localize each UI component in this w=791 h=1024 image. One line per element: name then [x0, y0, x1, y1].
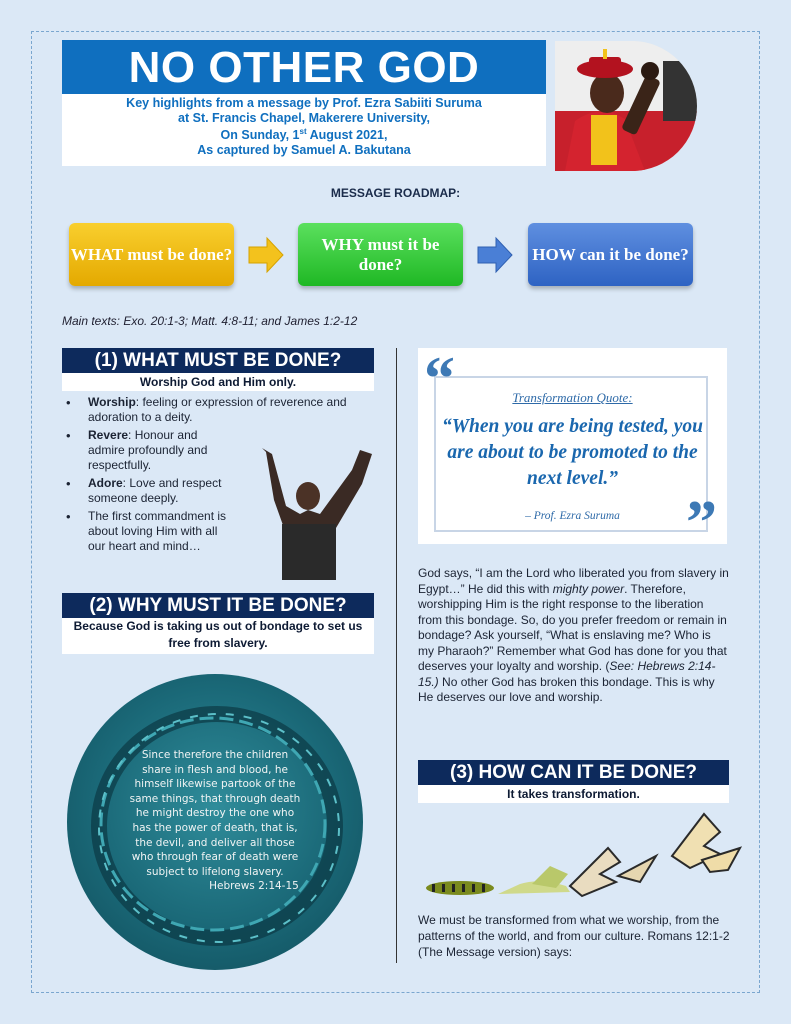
- section3-title: (3) HOW CAN IT BE DONE?: [418, 760, 729, 785]
- verse-text: Since therefore the children share in flesh and blood, he himself likewise partook of the same things, that through death he might destroy the one who has the power of death, that is, the devil, and deliver all those who through fear of death were subject to lifelong slavery. Hebrews 2:14-15: [67, 748, 363, 894]
- roadmap-label: MESSAGE ROADMAP:: [330, 186, 461, 200]
- subtitle-block: [62, 94, 546, 166]
- butterfly-metamorphosis-illustration: [420, 808, 750, 904]
- section2-subtitle: Because God is taking us out of bondage to set us free from slavery.: [62, 618, 374, 654]
- subtitle-date: On Sunday, 1st August 2021,: [220, 127, 388, 143]
- section2-title: (2) WHY MUST IT BE DONE?: [62, 593, 374, 618]
- list-item: • The first commandment is about loving Him with all our heart and mind…: [62, 509, 228, 554]
- quote-text: “When you are being tested, you are about to be promoted to the next level.”: [441, 416, 704, 489]
- verse-reference: Hebrews 2:14-15: [209, 880, 299, 893]
- list-item: • Worship: feeling or expression of reverence and adoration to a deity.: [62, 395, 368, 425]
- section1-title: (1) WHAT MUST BE DONE?: [62, 348, 374, 373]
- verse-circle: [67, 674, 363, 970]
- roadmap-step-how: HOW can it be done?: [528, 223, 693, 286]
- column-divider: [396, 348, 397, 963]
- subtitle-line: Key highlights from a message by Prof. Ezra Sabiiti Suruma: [126, 96, 482, 110]
- speaker-photo: [555, 41, 697, 171]
- quote-author: – Prof. Ezra Suruma: [525, 510, 620, 522]
- quote-close-icon: ”: [686, 489, 717, 557]
- transformation-quote-card: [418, 345, 727, 557]
- arrow-right-icon: [476, 236, 514, 274]
- quote-label: Transformation Quote:: [512, 390, 633, 405]
- roadmap-step-what: WHAT must be done?: [69, 223, 234, 286]
- list-item: • Revere: Honour and admire profoundly and respectfully.: [62, 428, 213, 473]
- arrow-right-icon: [247, 236, 285, 274]
- section1-subtitle: Worship God and Him only.: [62, 373, 374, 391]
- list-item: • Adore: Love and respect someone deeply.: [62, 476, 238, 506]
- worshipper-illustration: [252, 444, 380, 580]
- quote-open-icon: “: [424, 345, 455, 413]
- subtitle-credit: As captured by Samuel A. Bakutana: [197, 142, 411, 157]
- section3-subtitle: It takes transformation.: [418, 785, 729, 803]
- section3-body: We must be transformed from what we worship, from the patterns of the world, and from our culture. Romans 12:1-2 (The Message version) says:: [418, 913, 730, 959]
- page-title: NO OTHER GOD: [62, 40, 546, 94]
- main-texts: Main texts: Exo. 20:1-3; Matt. 4:8-11; and James 1:2-12: [62, 314, 358, 328]
- roadmap-step-why: WHY must it be done?: [298, 223, 463, 286]
- liberation-paragraph: God says, “I am the Lord who liberated you from slavery in Egypt…” He did this with mighty power. Therefore, worshipping Him is the right response to the liberation from this bondage. So, do you prefer freedom or remain in bondage? Ask yourself, “What is enslaving me? Who is my Pharaoh?” Remember what God has done for you that deserves your loyalty and worship. (See: Hebrews 2:14-15.) No other God has broken this bondage. This is why He deserves our love and worship.: [418, 566, 729, 704]
- subtitle-line: at St. Francis Chapel, Makerere University,: [178, 110, 430, 125]
